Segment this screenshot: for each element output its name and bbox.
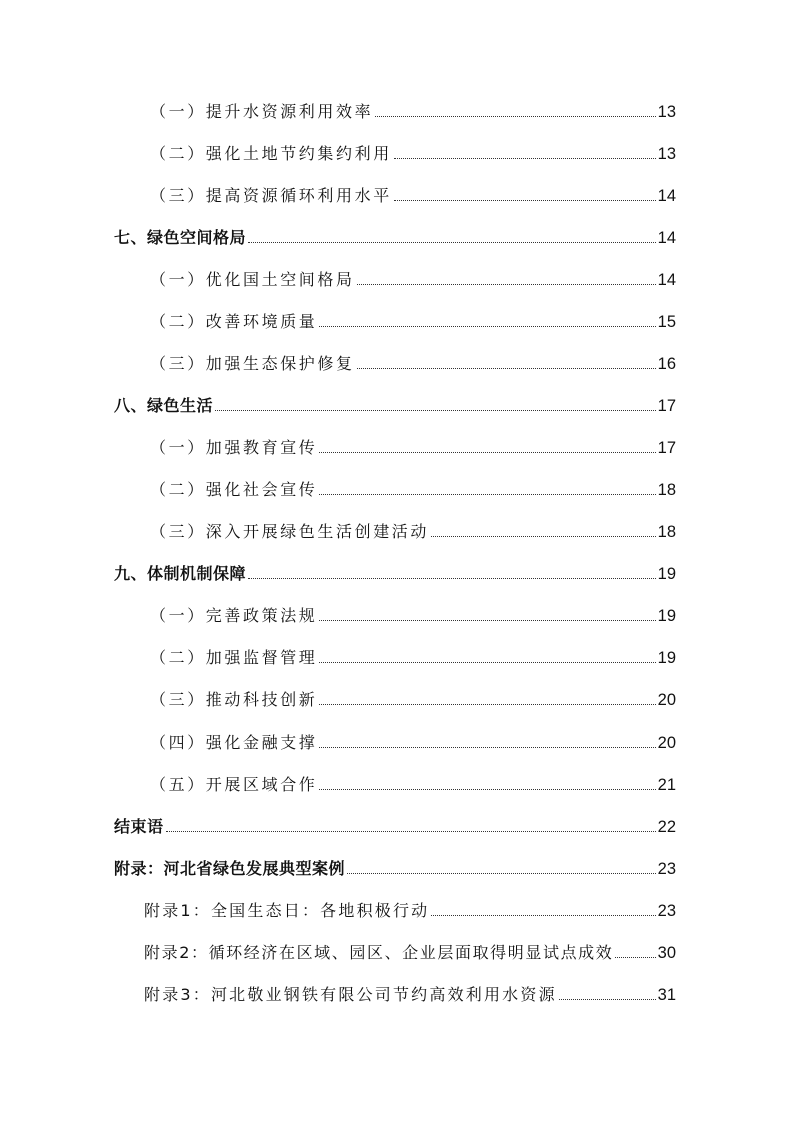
toc-leader-dots	[248, 242, 656, 243]
toc-entry-label: 附录3：河北敬业钢铁有限公司节约高效利用水资源	[144, 985, 557, 1004]
toc-chapter-entry[interactable]	[114, 222, 676, 248]
toc-entry[interactable]	[150, 264, 676, 290]
toc-entry-label: （三）加强生态保护修复	[150, 354, 355, 373]
toc-page-number: 19	[657, 607, 676, 625]
toc-entry[interactable]	[150, 180, 676, 206]
toc-leader-dots	[319, 452, 655, 453]
toc-leader-dots	[431, 536, 656, 537]
toc-page-number: 21	[657, 776, 676, 794]
toc-entry-label: 七、绿色空间格局	[114, 228, 247, 247]
toc-entry-label: （一）提升水资源利用效率	[150, 102, 374, 121]
toc-leader-dots	[248, 578, 656, 579]
toc-chapter-entry[interactable]	[114, 558, 676, 584]
toc-page-number: 14	[657, 271, 676, 289]
toc-entry[interactable]	[150, 600, 676, 626]
toc-page-number: 20	[657, 734, 676, 752]
toc-page-number: 18	[657, 481, 676, 499]
toc-leader-dots	[559, 999, 656, 1000]
toc-page-number: 17	[657, 397, 676, 415]
toc-leader-dots	[319, 747, 655, 748]
toc-entry-label: （一）加强教育宣传	[150, 438, 318, 457]
toc-page-number: 20	[657, 691, 676, 709]
toc-page-number: 16	[657, 355, 676, 373]
toc-leader-dots	[215, 410, 656, 411]
toc-page-number: 19	[657, 649, 676, 667]
toc-leader-dots	[357, 368, 656, 369]
toc-leader-dots	[357, 284, 656, 285]
toc-appendix-entry[interactable]	[144, 895, 676, 921]
toc-page-number: 15	[657, 313, 676, 331]
toc-page-number: 18	[657, 523, 676, 541]
toc-leader-dots	[615, 957, 655, 958]
toc-entry[interactable]	[150, 306, 676, 332]
toc-page-number: 14	[657, 187, 676, 205]
toc-page-number: 17	[657, 439, 676, 457]
toc-entry-label: （一）完善政策法规	[150, 606, 318, 625]
toc-entry-label: （二）改善环境质量	[150, 312, 318, 331]
toc-entry-label: （一）优化国土空间格局	[150, 270, 355, 289]
toc-leader-dots	[394, 158, 656, 159]
toc-entry-label: （二）加强监督管理	[150, 648, 318, 667]
toc-entry-label: 结束语	[114, 817, 164, 836]
toc-entry[interactable]	[150, 684, 676, 710]
toc-leader-dots	[347, 873, 656, 874]
toc-entry-label: 九、体制机制保障	[114, 564, 247, 583]
toc-entry-label: （三）提高资源循环利用水平	[150, 186, 392, 205]
toc-entry-label: （五）开展区域合作	[150, 775, 318, 794]
toc-entry-label: 八、绿色生活	[114, 396, 214, 415]
toc-chapter-entry[interactable]	[114, 390, 676, 416]
toc-leader-dots	[319, 620, 655, 621]
toc-leader-dots	[375, 116, 655, 117]
toc-page-number: 31	[657, 986, 676, 1004]
toc-entry[interactable]	[150, 642, 676, 668]
toc-page-number: 30	[657, 944, 676, 962]
toc-entry-label: 附录：河北省绿色发展典型案例	[114, 859, 346, 878]
toc-entry[interactable]	[150, 474, 676, 500]
toc-entry[interactable]	[150, 769, 676, 795]
toc-page-number: 14	[657, 229, 676, 247]
toc-appendix-entry[interactable]	[144, 979, 676, 1005]
toc-chapter-entry[interactable]	[114, 811, 676, 837]
toc-leader-dots	[431, 915, 655, 916]
toc-entry[interactable]	[150, 138, 676, 164]
toc-appendix-entry[interactable]	[144, 937, 676, 963]
toc-entry-label: （二）强化土地节约集约利用	[150, 144, 392, 163]
toc-entry-label: 附录2：循环经济在区域、园区、企业层面取得明显试点成效	[144, 943, 614, 962]
toc-page-number: 23	[657, 860, 676, 878]
toc-entry-label: 附录1：全国生态日：各地积极行动	[144, 901, 430, 920]
toc-leader-dots	[319, 789, 655, 790]
toc-leader-dots	[166, 831, 656, 832]
toc-entry[interactable]	[150, 516, 676, 542]
toc-page-number: 22	[657, 818, 676, 836]
toc-leader-dots	[319, 662, 655, 663]
toc-leader-dots	[319, 494, 655, 495]
toc-entry-label: （四）强化金融支撑	[150, 733, 318, 752]
toc-entry[interactable]	[150, 96, 676, 122]
toc-page-number: 13	[657, 103, 676, 121]
toc-leader-dots	[319, 704, 655, 705]
toc-entry[interactable]	[150, 348, 676, 374]
toc-page-number: 19	[657, 565, 676, 583]
toc-page-number: 23	[657, 902, 676, 920]
toc-entry-label: （二）强化社会宣传	[150, 480, 318, 499]
toc-leader-dots	[319, 326, 655, 327]
toc-entry[interactable]	[150, 727, 676, 753]
toc-entry-label: （三）深入开展绿色生活创建活动	[150, 522, 430, 541]
toc-leader-dots	[394, 200, 656, 201]
toc-page-number: 13	[657, 145, 676, 163]
toc-chapter-entry[interactable]	[114, 853, 676, 879]
toc-entry[interactable]	[150, 432, 676, 458]
toc-entry-label: （三）推动科技创新	[150, 690, 318, 709]
